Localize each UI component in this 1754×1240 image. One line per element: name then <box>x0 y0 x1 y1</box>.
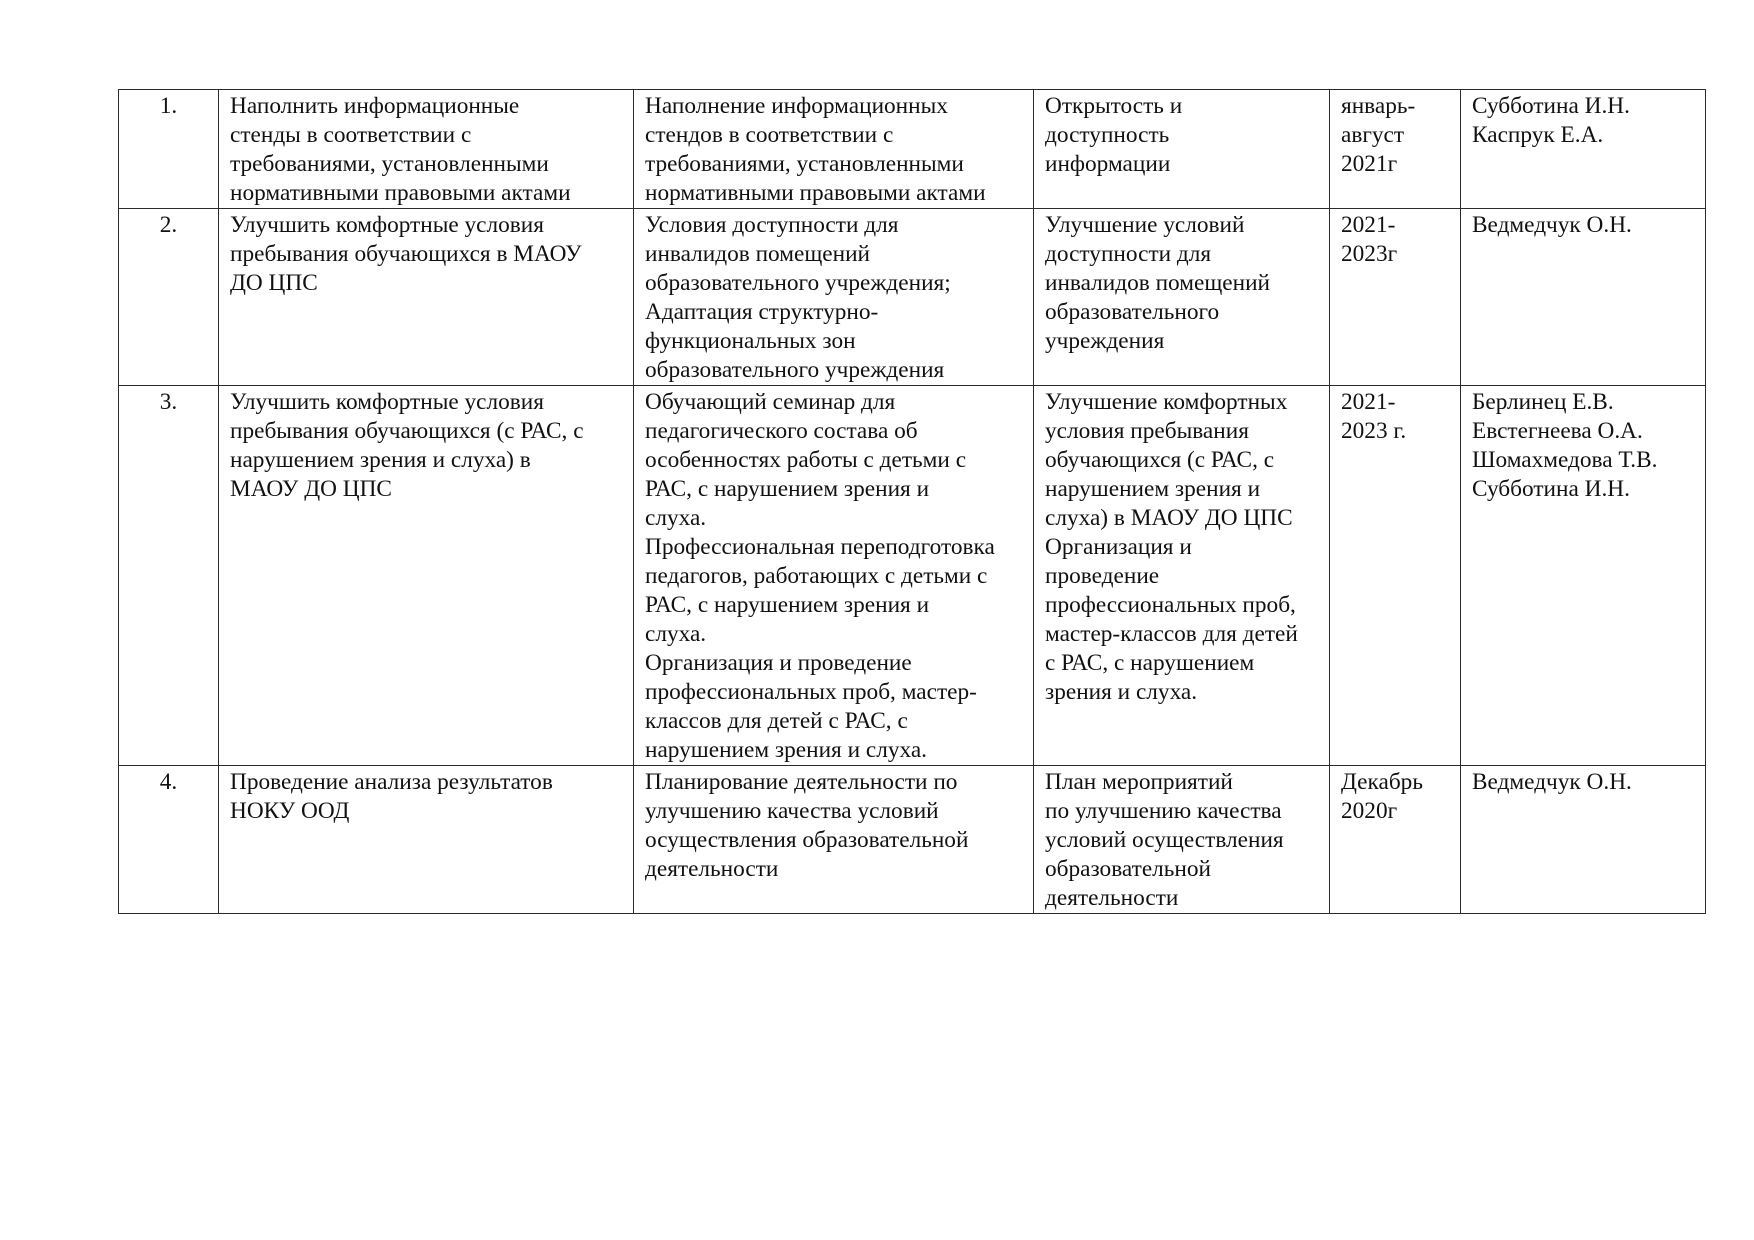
result-cell: Открытость и доступность информации <box>1034 90 1330 209</box>
term-cell: 2021- 2023 г. <box>1330 386 1461 766</box>
row-number: 2. <box>119 209 219 386</box>
activity-cell: Обучающий семинар для педагогического состава об особенностях работы с детьми с РАС, с нарушением зрения и слуха. Профессиональная переподготовка педагогов, работающих с детьми с РАС, с нарушением зрения и слуха. Организация и проведение профессиональных проб, мастер- классов для детей с РАС, с нарушением зрения и слуха. <box>634 386 1034 766</box>
term-cell: январь- август 2021г <box>1330 90 1461 209</box>
table-row <box>119 386 1706 766</box>
responsible-cell: Ведмедчук О.Н. <box>1461 209 1706 386</box>
result-cell: План мероприятий по улучшению качества условий осуществления образовательной деятельности <box>1034 766 1330 914</box>
task-cell: Наполнить информационные стенды в соответствии с требованиями, установленными нормативными правовыми актами <box>219 90 634 209</box>
result-cell: Улучшение комфортных условия пребывания обучающихся (с РАС, с нарушением зрения и слуха) в МАОУ ДО ЦПС Организация и проведение профессиональных проб, мастер-классов для детей с РАС, с нарушением зрения и слуха. <box>1034 386 1330 766</box>
task-cell: Улучшить комфортные условия пребывания обучающихся (с РАС, с нарушением зрения и слуха) в МАОУ ДО ЦПС <box>219 386 634 766</box>
result-cell: Улучшение условий доступности для инвалидов помещений образовательного учреждения <box>1034 209 1330 386</box>
term-cell: 2021- 2023г <box>1330 209 1461 386</box>
row-number: 3. <box>119 386 219 766</box>
responsible-cell: Субботина И.Н. Каспрук Е.А. <box>1461 90 1706 209</box>
activity-cell: Планирование деятельности по улучшению качества условий осуществления образовательной деятельности <box>634 766 1034 914</box>
action-plan-table <box>118 89 1706 914</box>
row-number: 1. <box>119 90 219 209</box>
table-row <box>119 90 1706 209</box>
responsible-cell: Берлинец Е.В. Евстегнеева О.А. Шомахмедова Т.В. Субботина И.Н. <box>1461 386 1706 766</box>
row-number: 4. <box>119 766 219 914</box>
responsible-cell: Ведмедчук О.Н. <box>1461 766 1706 914</box>
activity-cell: Наполнение информационных стендов в соответствии с требованиями, установленными нормативными правовыми актами <box>634 90 1034 209</box>
table-row <box>119 766 1706 914</box>
task-cell: Улучшить комфортные условия пребывания обучающихся в МАОУ ДО ЦПС <box>219 209 634 386</box>
term-cell: Декабрь 2020г <box>1330 766 1461 914</box>
activity-cell: Условия доступности для инвалидов помещений образовательного учреждения; Адаптация структурно- функциональных зон образовательного учреждения <box>634 209 1034 386</box>
table-row <box>119 209 1706 386</box>
task-cell: Проведение анализа результатов НОКУ ООД <box>219 766 634 914</box>
